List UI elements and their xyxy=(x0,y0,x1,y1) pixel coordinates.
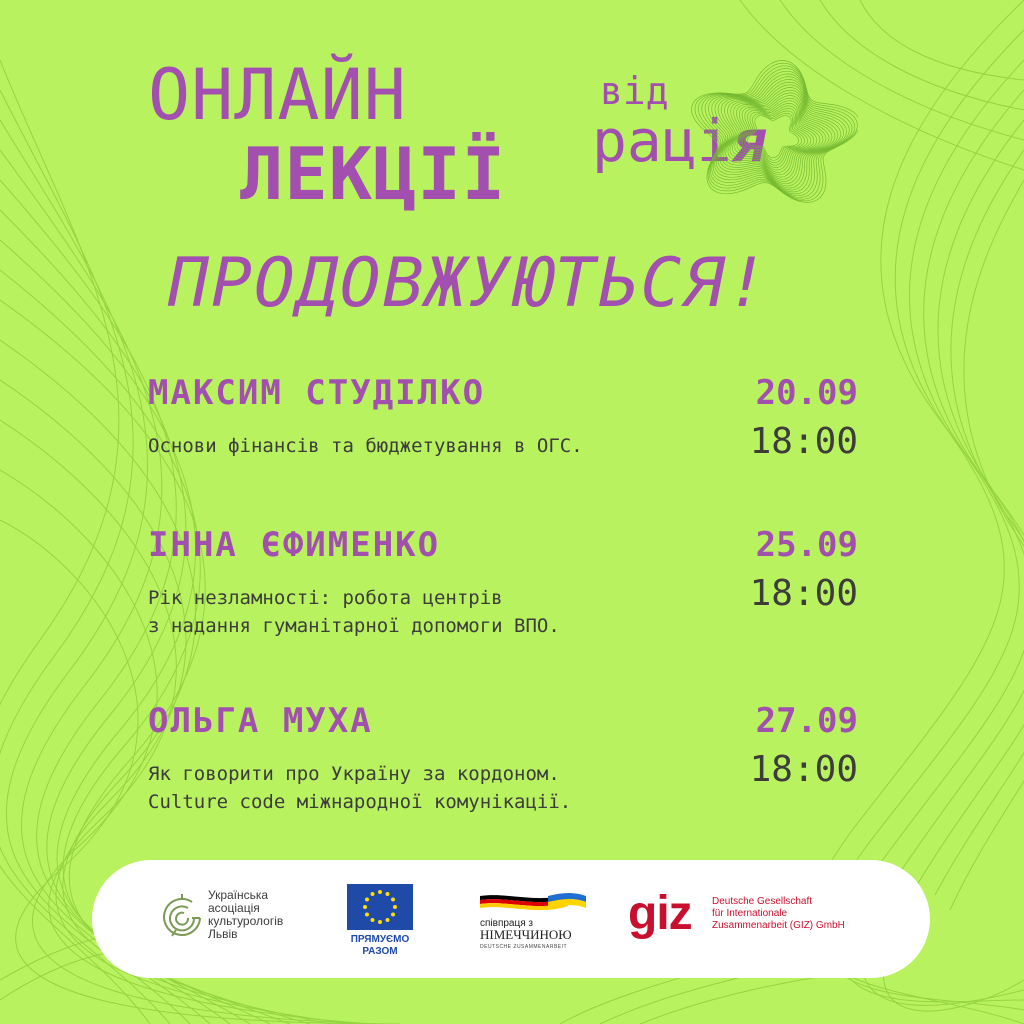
assoc-line: асоціація xyxy=(208,901,260,915)
topic-line: з надання гуманітарної допомоги ВПО. xyxy=(148,615,560,637)
eu-star xyxy=(365,898,369,902)
eu-flag-icon xyxy=(347,884,413,930)
eu-slogan xyxy=(343,934,417,958)
lecture-card-1 xyxy=(148,373,860,526)
from-label: від xyxy=(600,69,669,113)
topic-line: Рік незламності: робота центрів xyxy=(148,587,503,609)
de-ua-flag-swoosh-icon xyxy=(478,890,588,918)
title-online: ОНЛАЙН xyxy=(148,54,407,136)
eu-star xyxy=(386,918,390,922)
eu-star xyxy=(393,905,397,909)
eu-star xyxy=(371,892,375,896)
lecture-topic xyxy=(148,760,571,816)
topic-line: Як говорити про Україну за кордоном. xyxy=(148,763,560,785)
title-continue: ПРОДОВЖУЮТЬСЯ! xyxy=(168,244,770,323)
lecture-time: 18:00 xyxy=(749,749,858,790)
assoc-line: Українська xyxy=(208,888,269,902)
eu-slogan-line: ПРЯМУЄМО xyxy=(350,934,410,945)
giz-mark: giz xyxy=(628,887,692,940)
topic-line: Основи фінансів та бюджетування в ОГС. xyxy=(148,435,583,457)
eu-star xyxy=(365,913,369,917)
partner-assoc-logo xyxy=(162,884,322,954)
giz-line: Deutsche Gesellschaft xyxy=(712,896,813,907)
eu-star xyxy=(386,892,390,896)
star-rings-icon xyxy=(688,60,858,210)
giz-line: für Internationale xyxy=(712,908,788,919)
maze-circle-icon xyxy=(162,888,204,948)
partner-eu-logo xyxy=(347,884,413,964)
lecture-date: 20.09 xyxy=(755,373,858,413)
eu-star xyxy=(363,905,367,909)
lecture-time: 18:00 xyxy=(749,573,858,614)
topic-line: Culture code міжнародної комунікації. xyxy=(148,791,572,813)
germany-line3: DEUTSCHE ZUSAMMENARBEIT xyxy=(480,944,568,950)
lecture-time: 18:00 xyxy=(749,421,858,462)
eu-slogan-line: РАЗОМ xyxy=(362,946,398,957)
lecture-topic xyxy=(148,584,560,640)
partners-bar xyxy=(92,860,930,978)
speaker-name: ОЛЬГА МУХА xyxy=(148,701,373,741)
eu-star xyxy=(378,920,382,924)
germany-line1: співпраця з xyxy=(480,918,533,929)
eu-star xyxy=(391,898,395,902)
partner-germany-logo xyxy=(478,890,590,956)
lecture-topic xyxy=(148,432,583,460)
speaker-name: МАКСИМ СТУДІЛКО xyxy=(148,373,486,413)
assoc-line: Львів xyxy=(208,927,238,941)
lecture-card-3 xyxy=(148,701,860,854)
brand-prefix: раці xyxy=(592,107,732,175)
assoc-name xyxy=(208,889,283,941)
lecture-date: 27.09 xyxy=(755,701,858,741)
title-lectures: ЛЕКЦІЇ xyxy=(240,132,507,216)
brand-accent: я xyxy=(731,107,767,175)
eu-star xyxy=(391,913,395,917)
assoc-line: культурологів xyxy=(208,914,284,928)
giz-line: Zusammenarbeit (GIZ) GmbH xyxy=(712,920,845,931)
giz-name xyxy=(712,896,845,932)
germany-line2: НІМЕЧЧИНОЮ xyxy=(480,927,572,942)
speaker-name: ІННА ЄФИМЕНКО xyxy=(148,525,441,565)
eu-star xyxy=(371,918,375,922)
lecture-date: 25.09 xyxy=(755,525,858,565)
lecture-card-2 xyxy=(148,525,860,678)
partner-giz-logo xyxy=(628,887,878,950)
eu-star xyxy=(378,890,382,894)
